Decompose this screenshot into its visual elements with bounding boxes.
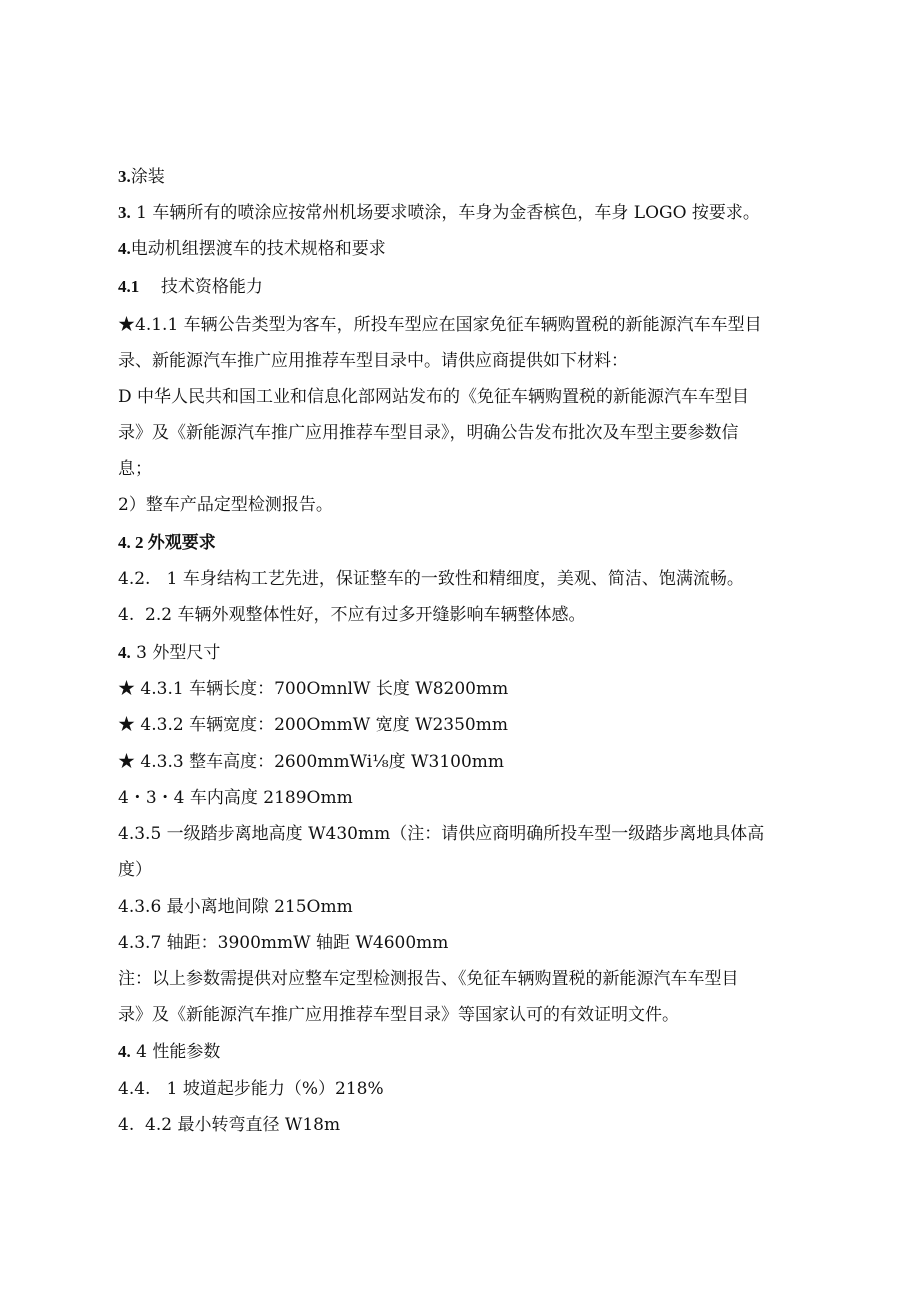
paragraph-4-3-2: ★ 4.3.2 车辆宽度：200OmmW 宽度 W2350mm bbox=[118, 715, 508, 735]
paragraph-material-1-line1: D 中华人民共和国工业和信息化部网站发布的《免征车辆购置税的新能源汽车车型目 bbox=[118, 387, 750, 407]
subsection-heading-qualification: 4.1 技术资格能力 bbox=[118, 277, 263, 297]
star-icon: ★ bbox=[118, 679, 135, 699]
paragraph-4-3-5-line2: 度） bbox=[118, 860, 152, 880]
note-line1: 注：以上参数需提供对应整车定型检测报告、《免征车辆购置税的新能源汽车车型目 bbox=[118, 969, 739, 989]
paragraph-4-3-4: 4・3・4 车内高度 2189Omm bbox=[118, 788, 353, 808]
paragraph-4-3-1: ★ 4.3.1 车辆长度：700OmnlW 长度 W8200mm bbox=[118, 679, 509, 699]
paragraph-4-3-3: ★ 4.3.3 整车高度：2600mmWi⅛度 W3100mm bbox=[118, 752, 505, 772]
subsection-heading-dimensions: 4. 3 外型尺寸 bbox=[118, 643, 221, 663]
star-icon: ★ bbox=[118, 715, 135, 735]
paragraph-4-2-1: 4.2. 1 车身结构工艺先进，保证整车的一致性和精细度，美观、简洁、饱满流畅。 bbox=[118, 569, 744, 589]
paragraph-4-3-6: 4.3.6 最小离地间隙 215Omm bbox=[118, 897, 353, 917]
paragraph-4-3-7: 4.3.7 轴距：3900mmW 轴距 W4600mm bbox=[118, 933, 449, 953]
paragraph-painting-requirement: 3. 1 车辆所有的喷涂应按常州机场要求喷涂，车身为金香槟色，车身 LOGO 按要求。 bbox=[118, 203, 760, 223]
star-icon: ★ bbox=[118, 315, 135, 335]
paragraph-material-1-line3: 息； bbox=[118, 459, 152, 479]
subsection-heading-appearance: 4. 2 外观要求 bbox=[118, 533, 216, 552]
paragraph-4-4-2: 4. 4.2 最小转弯直径 W18m bbox=[118, 1115, 341, 1135]
note-line2: 录》及《新能源汽车推广应用推荐车型目录》等国家认可的有效证明文件。 bbox=[118, 1005, 679, 1025]
paragraph-4-3-5-line1: 4.3.5 一级踏步离地高度 W430mm（注：请供应商明确所投车型一级踏步离地具体高 bbox=[118, 824, 765, 844]
paragraph-material-1-line2: 录》及《新能源汽车推广应用推荐车型目录》，明确公告发布批次及车型主要参数信 bbox=[118, 423, 739, 443]
paragraph-4-4-1: 4.4. 1 坡道起步能力（%）218% bbox=[118, 1079, 384, 1099]
section-heading-painting: 3.涂装 bbox=[118, 167, 165, 187]
section-heading-tech-spec: 4.电动机组摆渡车的技术规格和要求 bbox=[118, 239, 386, 259]
paragraph-4-2-2: 4. 2.2 车辆外观整体性好，不应有过多开缝影响车辆整体感。 bbox=[118, 605, 586, 625]
paragraph-4-1-1-line2: 录、新能源汽车推广应用推荐车型目录中。请供应商提供如下材料： bbox=[118, 351, 628, 371]
paragraph-material-2: 2）整车产品定型检测报告。 bbox=[118, 495, 333, 515]
star-icon: ★ bbox=[118, 752, 135, 772]
paragraph-4-1-1-line1: ★4.1.1 车辆公告类型为客车，所投车型应在国家免征车辆购置税的新能源汽车车型目 bbox=[118, 315, 762, 335]
subsection-heading-performance: 4. 4 性能参数 bbox=[118, 1042, 221, 1062]
